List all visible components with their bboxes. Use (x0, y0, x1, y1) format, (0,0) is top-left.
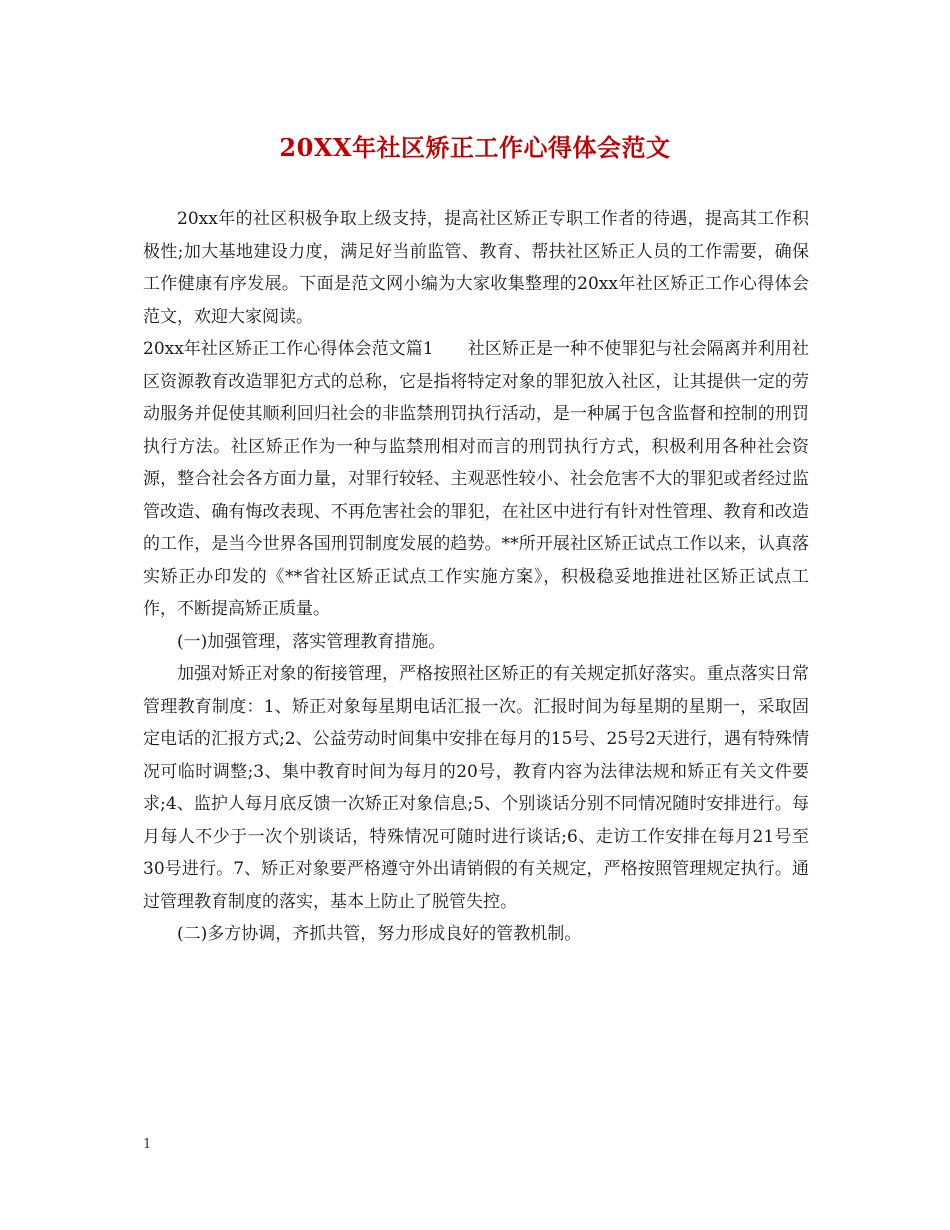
document-body (143, 203, 809, 951)
paragraph-management: 加强对矫正对象的衔接管理，严格按照社区矫正的有关规定抓好落实。重点落实日常管理教育制度：1、矫正对象每星期电话汇报一次。汇报时间为每星期的星期一，采取固定电话的汇报方式;2、公益劳动时间集中安排在每月的15号、25号2天进行，遇有特殊情况可临时调整;3、集中教育时间为每月的20号，教育内容为法律法规和矫正有关文件要求;4、监护人每月底反馈一次矫正对象信息;5、个别谈话分别不同情况随时安排进行。每月每人不少于一次个别谈话，特殊情况可随时进行谈话;6、走访工作安排在每月21号至30号进行。7、矫正对象要严格遵守外出请销假的有关规定，严格按照管理规定执行。通过管理教育制度的落实，基本上防止了脱管失控。 (143, 664, 809, 912)
page-number: 1 (143, 1137, 152, 1152)
paragraph-intro: 20xx年的社区积极争取上级支持，提高社区矫正专职工作者的待遇，提高其工作积极性;加大基地建设力度，满足好当前监管、教育、帮扶社区矫正人员的工作需要，确保工作健康有序发展。下面是范文网小编为大家收集整理的20xx年社区矫正工作心得体会范文，欢迎大家阅读。 (143, 209, 809, 327)
section-heading-1: (一)加强管理，落实管理教育措施。 (177, 631, 446, 652)
paragraph-article-1: 20xx年社区矫正工作心得体会范文篇1 社区矫正是一种不使罪犯与社会隔离并利用社区资源教育改造罪犯方式的总称，它是指将特定对象的罪犯放入社区，让其提供一定的劳动服务并促使其顺利回归社会的非监禁刑罚执行活动，是一种属于包含监督和控制的刑罚执行方法。社区矫正作为一种与监禁刑相对而言的刑罚执行方式，积极利用各种社会资源，整合社会各方面力量，对罪行较轻、主观恶性较小、社会危害不大的罪犯或者经过监管改造、确有悔改表现、不再危害社会的罪犯，在社区中进行有针对性管理、教育和改造的工作，是当今世界各国刑罚制度发展的趋势。**所开展社区矫正试点工作以来，认真落实矫正办印发的《**省社区矫正试点工作实施方案》，积极稳妥地推进社区矫正试点工作，不断提高矫正质量。 (143, 339, 809, 619)
section-heading-2: (二)多方协调，齐抓共管，努力形成良好的管教机制。 (177, 924, 582, 944)
document-title: 20XX年社区矫正工作心得体会范文 (279, 133, 671, 162)
